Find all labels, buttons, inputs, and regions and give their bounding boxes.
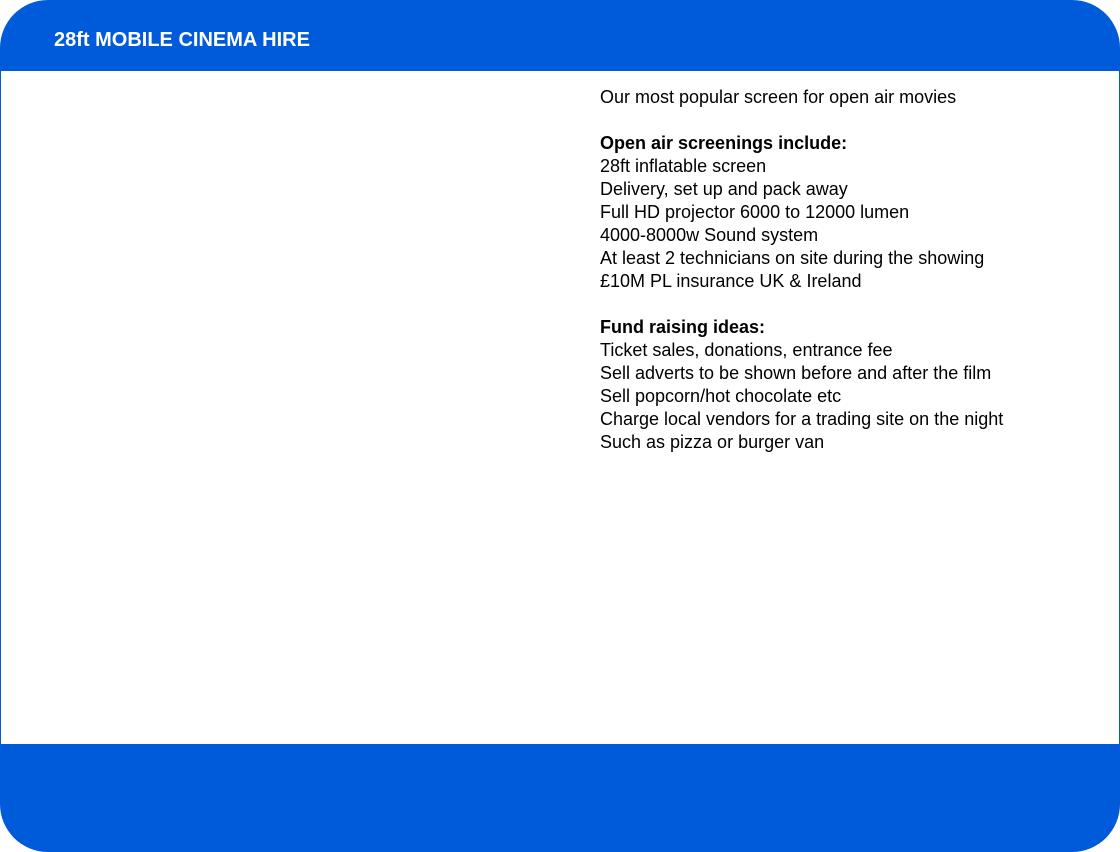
list-item: Such as pizza or burger van <box>600 432 825 452</box>
header-bar <box>0 0 1120 70</box>
description-column <box>600 86 1100 454</box>
list-item: 28ft inflatable screen <box>600 156 767 176</box>
screenings-heading: Open air screenings include: <box>600 133 848 153</box>
list-item: Full HD projector 6000 to 12000 lumen <box>600 202 910 222</box>
page-title: 28ft MOBILE CINEMA HIRE <box>54 29 310 51</box>
image-placeholder <box>1 71 581 744</box>
spacer <box>600 109 1100 132</box>
intro-text: Our most popular screen for open air movies <box>600 87 957 107</box>
list-item: Sell popcorn/hot chocolate etc <box>600 386 842 406</box>
footer-bar <box>0 744 1120 852</box>
list-item: Ticket sales, donations, entrance fee <box>600 340 893 360</box>
spacer <box>600 293 1100 316</box>
fundraising-heading: Fund raising ideas: <box>600 317 766 337</box>
content-panel <box>1 71 1119 744</box>
list-item: Sell adverts to be shown before and after the film <box>600 363 992 383</box>
list-item: Charge local vendors for a trading site on the night <box>600 409 1004 429</box>
list-item: Delivery, set up and pack away <box>600 179 848 199</box>
list-item: At least 2 technicians on site during the showing <box>600 248 985 268</box>
list-item: £10M PL insurance UK & Ireland <box>600 271 862 291</box>
list-item: 4000-8000w Sound system <box>600 225 819 245</box>
